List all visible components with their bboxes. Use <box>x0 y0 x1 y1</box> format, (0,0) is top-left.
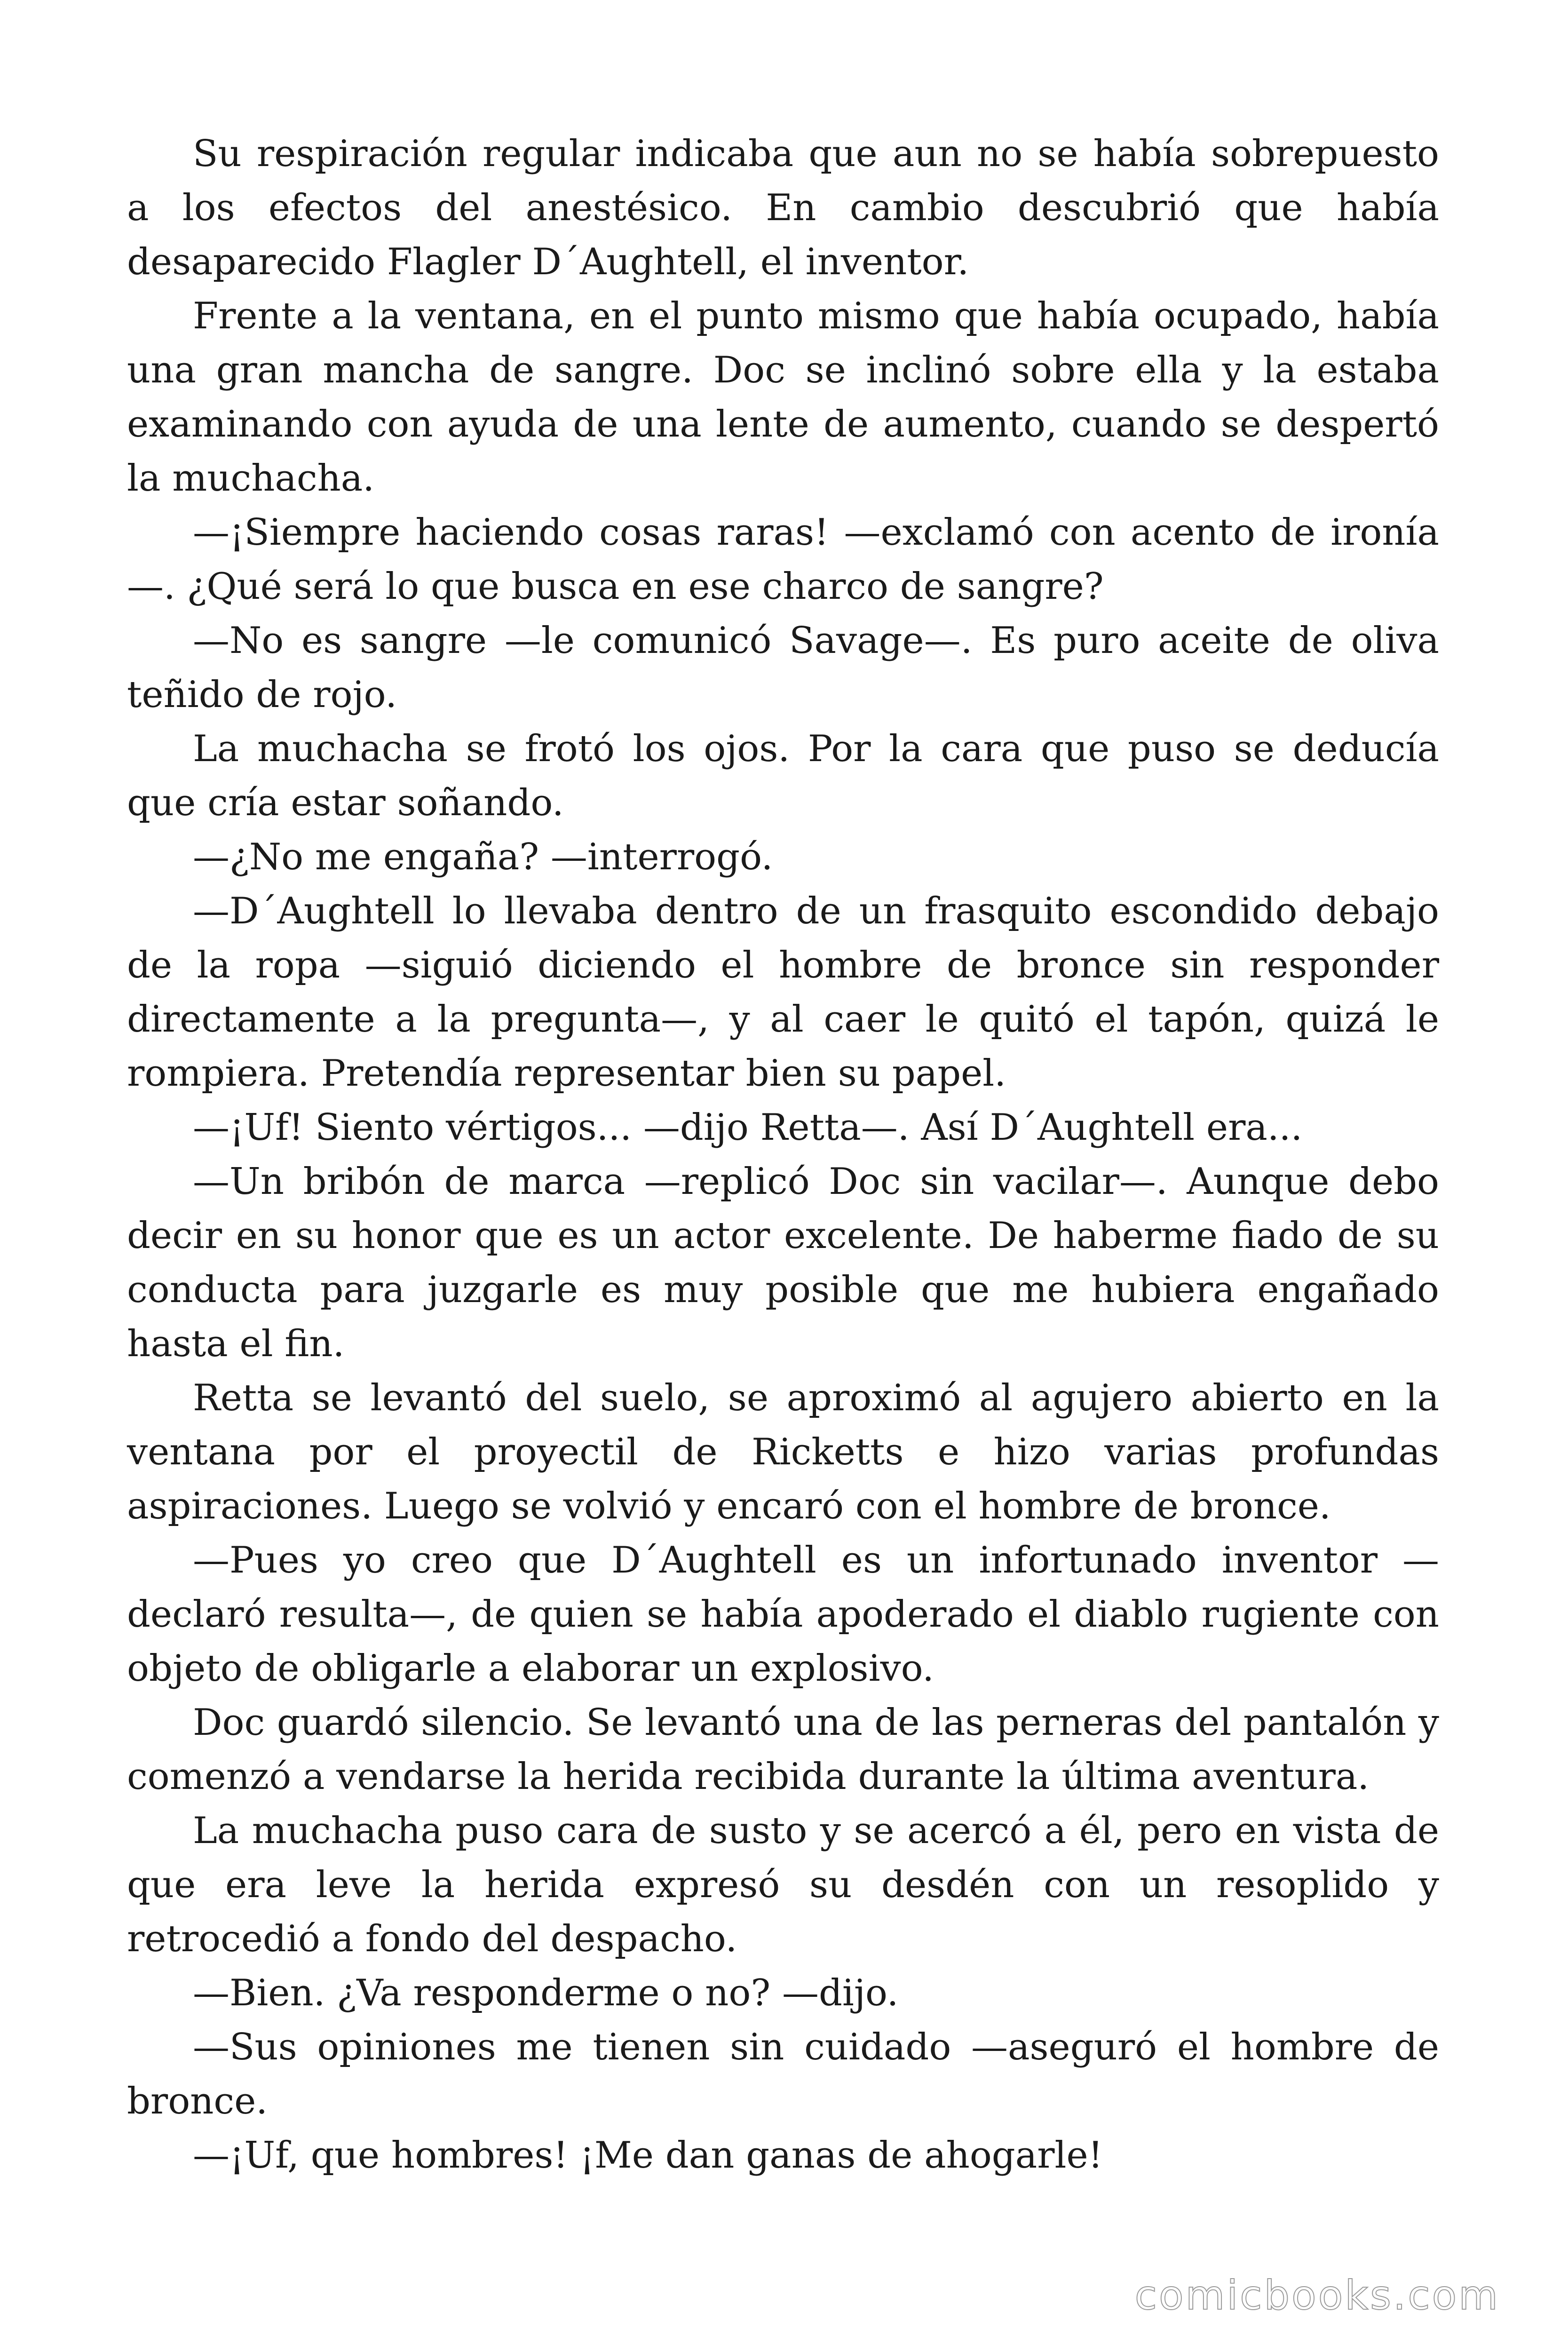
paragraph: —¡Uf! Siento vértigos... —dijo Retta—. Así D´Aughtell era... <box>193 1106 1303 1149</box>
paragraph: —Un bribón de marca —replicó Doc sin vacilar—. Aunque debo decir en su honor que es un actor excelente. De haberme fiado de su conducta para juzgarle es muy posible que me hubiera engañado hasta el fin. <box>127 1160 1439 1365</box>
paragraph: Frente a la ventana, en el punto mismo que había ocupado, había una gran mancha de sangre. Doc se inclinó sobre ella y la estaba examinando con ayuda de una lente de aumento, cuando se despertó la muchacha. <box>127 295 1439 500</box>
paragraph: Retta se levantó del suelo, se aproximó al agujero abierto en la ventana por el proyectil de Ricketts e hizo varias profundas aspiraciones. Luego se volvió y encaró con el hombre de bronce. <box>127 1377 1439 1527</box>
paragraph: La muchacha puso cara de susto y se acercó a él, pero en vista de que era leve la herida expresó su desdén con un resoplido y retrocedió a fondo del despacho. <box>127 1810 1439 1960</box>
paragraph: —No es sangre —le comunicó Savage—. Es puro aceite de oliva teñido de rojo. <box>127 620 1439 716</box>
paragraph: —¡Siempre haciendo cosas raras! —exclamó con acento de ironía—. ¿Qué será lo que busca en ese charco de sangre? <box>127 511 1439 608</box>
paragraph: —Pues yo creo que D´Aughtell es un infortunado inventor —declaró resulta—, de quien se había apoderado el diablo rugiente con objeto de obligarle a elaborar un explosivo. <box>127 1539 1439 1690</box>
paragraph: Su respiración regular indicaba que aun no se había sobrepuesto a los efectos del anestésico. En cambio descubrió que había desaparecido Flagler D´Aughtell, el inventor. <box>127 133 1439 283</box>
paragraph: Doc guardó silencio. Se levantó una de las perneras del pantalón y comenzó a vendarse la herida recibida durante la última aventura. <box>127 1701 1439 1798</box>
paragraph: —¡Uf, que hombres! ¡Me dan ganas de ahogarle! <box>193 2134 1103 2177</box>
paragraph: —Bien. ¿Va responderme o no? —dijo. <box>193 1972 899 2014</box>
paragraph: —¿No me engaña? —interrogó. <box>193 836 773 878</box>
paragraph: La muchacha se frotó los ojos. Por la cara que puso se deducía que cría estar soñando. <box>127 728 1439 824</box>
paragraph: —D´Aughtell lo llevaba dentro de un frasquito escondido debajo de la ropa —siguió diciendo el hombre de bronce sin responder directamente a la pregunta—, y al caer le quitó el tapón, quizá le rompiera. Pretendía representar bien su papel. <box>127 890 1439 1095</box>
page-body <box>127 127 1439 2183</box>
watermark: comicbooks.com <box>1134 2272 1500 2319</box>
paragraph: —Sus opiniones me tienen sin cuidado —aseguró el hombre de bronce. <box>127 2026 1439 2122</box>
